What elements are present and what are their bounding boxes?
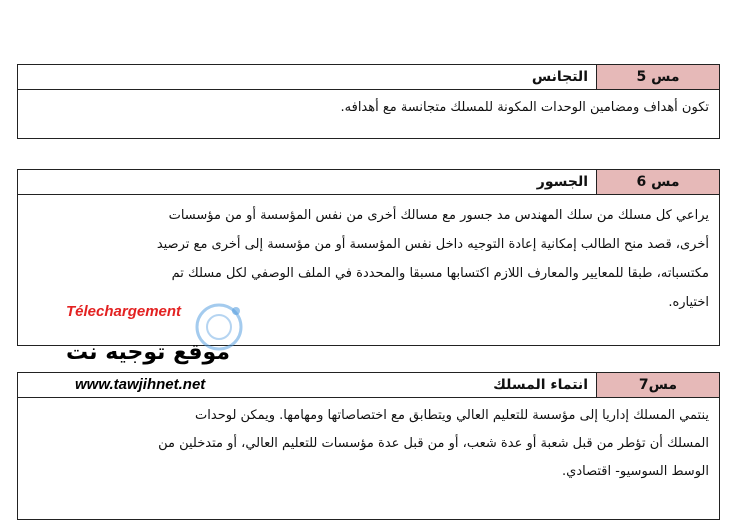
body-line: مكتسباته، طبقا للمعايير والمعارف اللازم اكتسابها مسبقا والمحددة في الملف الوصفي لكل مسلك تم	[171, 266, 709, 281]
section-title: انتماء المسلك	[493, 377, 588, 393]
body-line: ينتمي المسلك إداريا إلى مؤسسة للتعليم العالي ويتطابق مع اختصاصاتها ومهامها. ويمكن لوحدات	[195, 408, 709, 423]
section-code: مس 6	[596, 170, 719, 194]
section-title: التجانس	[531, 69, 588, 85]
watermark-url: www.tawjihnet.net	[75, 376, 206, 393]
watermark-site-name: موقع توجيه نت	[66, 340, 230, 365]
section-code: مس7	[596, 373, 719, 397]
section-code: مس 5	[596, 65, 719, 89]
watermark-telechargement: Télechargement	[66, 303, 182, 320]
body-line: الوسط السوسيو- اقتصادي.	[562, 464, 709, 479]
body-line: أخرى، قصد منح الطالب إمكانية إعادة التوجيه داخل نفس المؤسسة أو من مؤسسة إلى أخرى مع ترصيد	[156, 237, 709, 252]
section-mas5	[17, 64, 720, 139]
section-header	[18, 65, 719, 90]
section-title: الجسور	[536, 174, 588, 190]
body-line: المسلك أن تؤطر من قبل شعبة أو عدة شعب، أو من قبل عدة مؤسسات للتعليم العالي، أو متدخلين من	[158, 436, 709, 451]
section-mas7	[17, 372, 720, 520]
body-line: يراعي كل مسلك من سلك المهندس مد جسور مع مسالك أخرى من نفس المؤسسة أو من مؤسسات	[168, 208, 709, 223]
section-body	[18, 398, 719, 490]
body-line: تكون أهداف ومضامين الوحدات المكونة للمسلك متجانسة مع أهدافه.	[340, 100, 709, 115]
section-body	[18, 90, 719, 125]
body-line: اختياره.	[668, 295, 709, 310]
section-header	[18, 170, 719, 195]
